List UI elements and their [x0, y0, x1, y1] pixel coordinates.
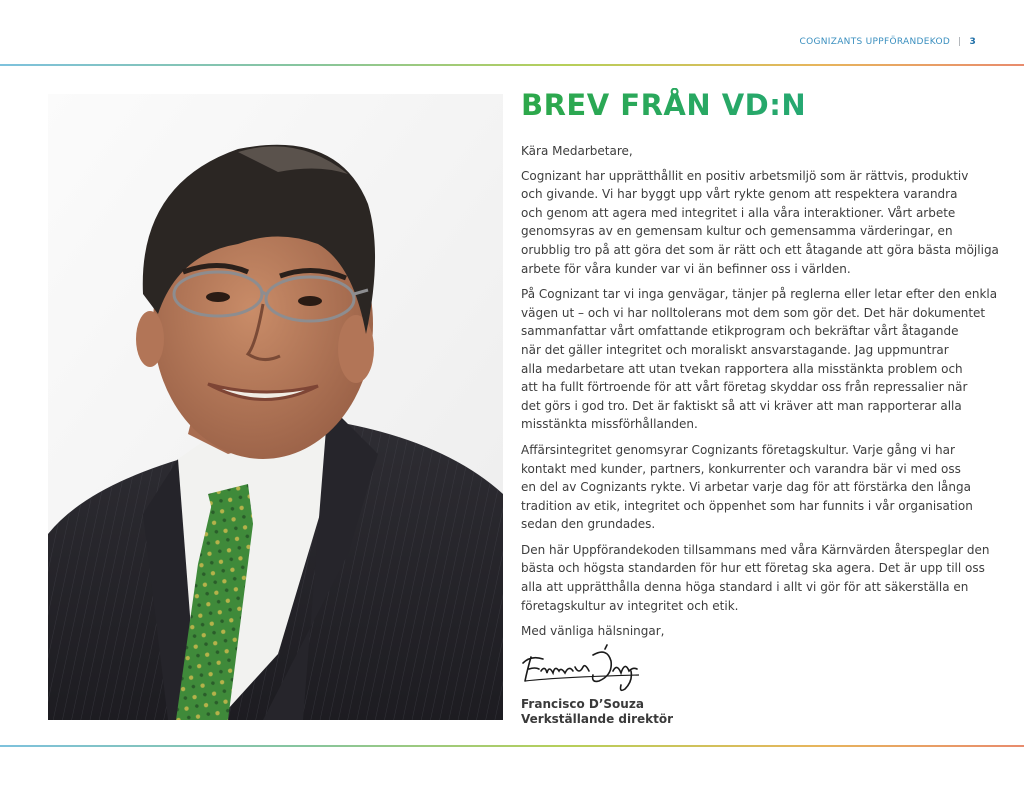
greeting: Kära Medarbetare, [521, 144, 633, 158]
letter-content [521, 88, 1001, 727]
page-heading: BREV FRÅN VD:N [521, 88, 1001, 122]
document-title: COGNIZANTS UPPFÖRANDEKOD [799, 37, 951, 47]
paragraph-4: Den här Uppförandekoden tillsammans med våra Kärnvärden återspeglar den bästa och högsta standarden för hur ett företag ska agera. Det är upp till oss alla att upprätthålla denna höga standard i allt vi gör för att säkerställa en företagskultur av integritet och etik. [521, 542, 990, 613]
closing: Med vänliga hälsningar, [521, 624, 665, 639]
page-header [800, 37, 976, 47]
bottom-divider [0, 745, 1024, 747]
ceo-portrait [48, 94, 503, 720]
page-number: 3 [969, 37, 976, 47]
signer-title: Verkställande direktör [521, 711, 674, 726]
letter-body [521, 142, 1001, 641]
portrait-illustration [48, 94, 503, 720]
signer-name: Francisco D’Souza [521, 696, 644, 711]
handwritten-signature [521, 641, 651, 693]
paragraph-3: Affärsintegritet genomsyrar Cognizants företagskultur. Varje gång vi har kontakt med kunder, partners, konkurrenter och varandra bär vi med oss en del av Cognizants rykte. Vi arbetar varje dag för att förstärka den långa tradition av etik, integritet och öppenhet som har funnits i vår organisation sedan den grundades. [521, 442, 973, 532]
paragraph-1: Cognizant har upprätthållit en positiv arbetsmiljö som är rättvis, produktiv och givande. Vi har byggt upp vårt rykte genom att respektera varandra och genom att agera med integritet i alla våra interaktioner. Vårt arbete genomsyras av en gemensam kultur och gemensamma värderingar, en orubblig tro på att göra det som är rätt och ett åtagande att göra bästa möjliga arbete för våra kunder var vi än befinner oss i världen. [521, 168, 999, 276]
top-divider [0, 64, 1024, 66]
paragraph-2: På Cognizant tar vi inga genvägar, tänjer på reglerna eller letar efter den enkla vägen ut – och vi har nolltolerans mot dem som gör det. Det här dokumentet sammanfattar vårt omfattande etikprogram och bekräftar vårt åtagande när det gäller integritet och moraliskt ansvarstagande. Jag uppmuntrar alla medarbetare att utan tvekan rapportera alla misstänkta problem och att ha fullt förtroende för att vårt företag skyddar oss från repressalier när det görs i god tro. Det är faktiskt så att vi kräver att man rapporterar alla misstänkta missförhållanden. [521, 287, 998, 432]
header-separator: | [958, 37, 962, 47]
